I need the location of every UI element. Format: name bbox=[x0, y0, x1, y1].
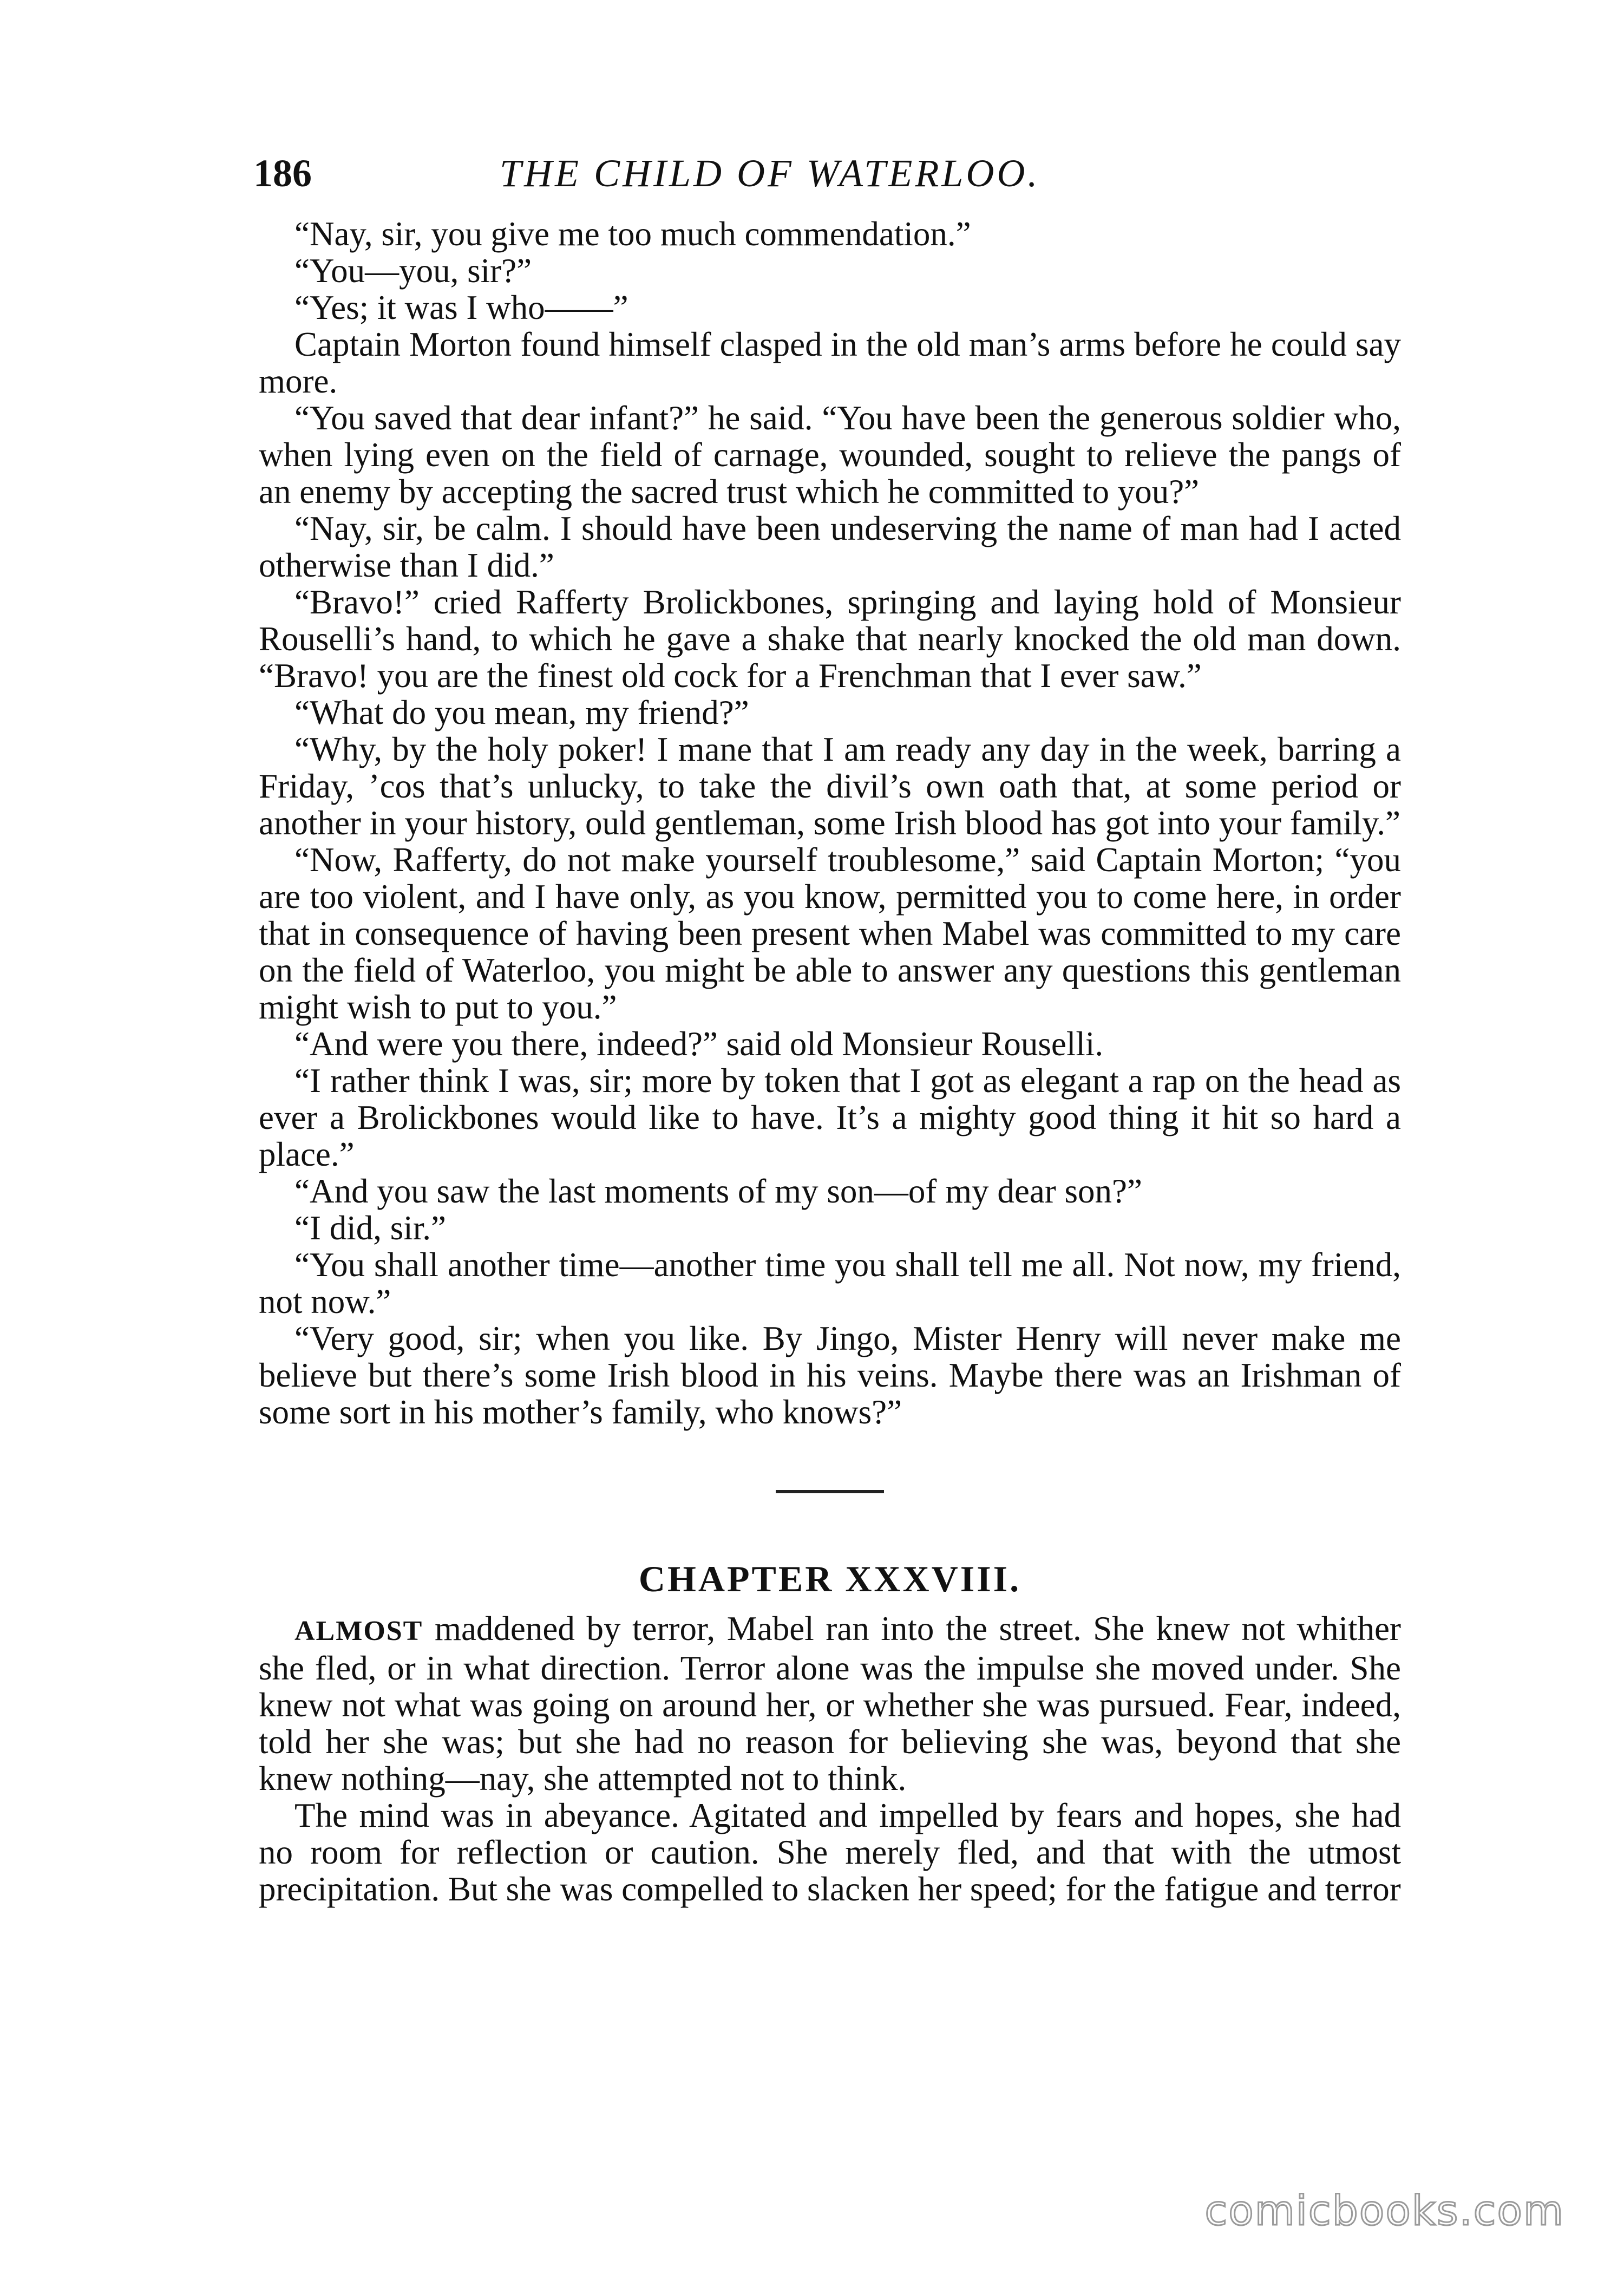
paragraph: “Yes; it was I who——” bbox=[294, 289, 628, 326]
paragraph: The mind was in abeyance. Agitated and impelled by fears and hopes, she had no room for reflection or caution. She merely fled, and that with the utmost precipitation. But she was compelled to slacken her speed; for the fatigue and terror bbox=[259, 1796, 1401, 1908]
chapter-heading: CHAPTER XXXVIII. bbox=[638, 1558, 1021, 1599]
body-text bbox=[259, 215, 1401, 1907]
paragraph: “I did, sir.” bbox=[294, 1209, 446, 1247]
paragraph: “Nay, sir, you give me too much commendation.” bbox=[294, 215, 971, 253]
paragraph: “Bravo!” cried Rafferty Brolickbones, springing and laying hold of Monsieur Rouselli’s hand, to which he gave a shake that nearly knocked the old man down. “Bravo! you are the finest old cock for a Frenchman that I ever saw.” bbox=[259, 583, 1401, 695]
site-watermark: comicbooks.com bbox=[1204, 2186, 1564, 2234]
paragraph: “I rather think I was, sir; more by token that I got as elegant a rap on the head as ever a Brolickbones would like to have. It’s a mighty good thing it hit so hard a place.” bbox=[259, 1062, 1401, 1173]
paragraph: “You—you, sir?” bbox=[294, 252, 532, 290]
paragraph: “And were you there, indeed?” said old Monsieur Rouselli. bbox=[294, 1025, 1104, 1063]
opening-text: maddened by terror, Mabel ran into the street. She knew not whither she fled, or in what direction. Terror alone was the impulse she moved under. She knew not what was going on around her, or whether she was pursued. Fear, indeed, told her she was; but she had no reason for believing she was, beyond that she knew nothing—nay, she attempted not to think. bbox=[259, 1610, 1401, 1798]
paragraph: “You saved that dear infant?” he said. “You have been the generous soldier who, when lying even on the field of carnage, wounded, sought to relieve the pangs of an enemy by accepting the sacred trust which he committed to you?” bbox=[259, 399, 1401, 511]
book-title: THE CHILD OF WATERLOO. bbox=[500, 152, 1040, 195]
running-head bbox=[253, 146, 1168, 206]
chapter-opening-paragraph bbox=[259, 1610, 1401, 1797]
opening-word: ALMOST bbox=[294, 1616, 423, 1646]
paragraph: Captain Morton found himself clasped in the old man’s arms before he could say more. bbox=[259, 325, 1401, 400]
paragraph: “And you saw the last moments of my son—of my dear son?” bbox=[294, 1172, 1142, 1210]
paragraph: “Nay, sir, be calm. I should have been undeserving the name of man had I acted otherwise than I did.” bbox=[259, 509, 1401, 584]
paragraph: “You shall another time—another time you shall tell me all. Not now, my friend, not now.” bbox=[259, 1246, 1401, 1321]
page-number: 186 bbox=[253, 152, 312, 195]
paragraph: “What do you mean, my friend?” bbox=[294, 694, 749, 731]
paragraph: “Why, by the holy poker! I mane that I am ready any day in the week, barring a Friday, ’cos that’s unlucky, to take the divil’s own oath that, at some period or another in your history, ould gentleman, some Irish blood has got into your family.” bbox=[259, 730, 1401, 842]
paragraph: “Very good, sir; when you like. By Jingo, Mister Henry will never make me believe but there’s some Irish blood in his veins. Maybe there was an Irishman of some sort in his mother’s family, who knows?” bbox=[259, 1319, 1401, 1431]
paragraph: “Now, Rafferty, do not make yourself troublesome,” said Captain Morton; “you are too violent, and I have only, as you know, permitted you to come here, in order that in consequence of having been present when Mabel was committed to my care on the field of Waterloo, you might be able to answer any questions this gentleman might wish to put to you.” bbox=[259, 841, 1401, 1026]
section-divider bbox=[776, 1490, 884, 1493]
